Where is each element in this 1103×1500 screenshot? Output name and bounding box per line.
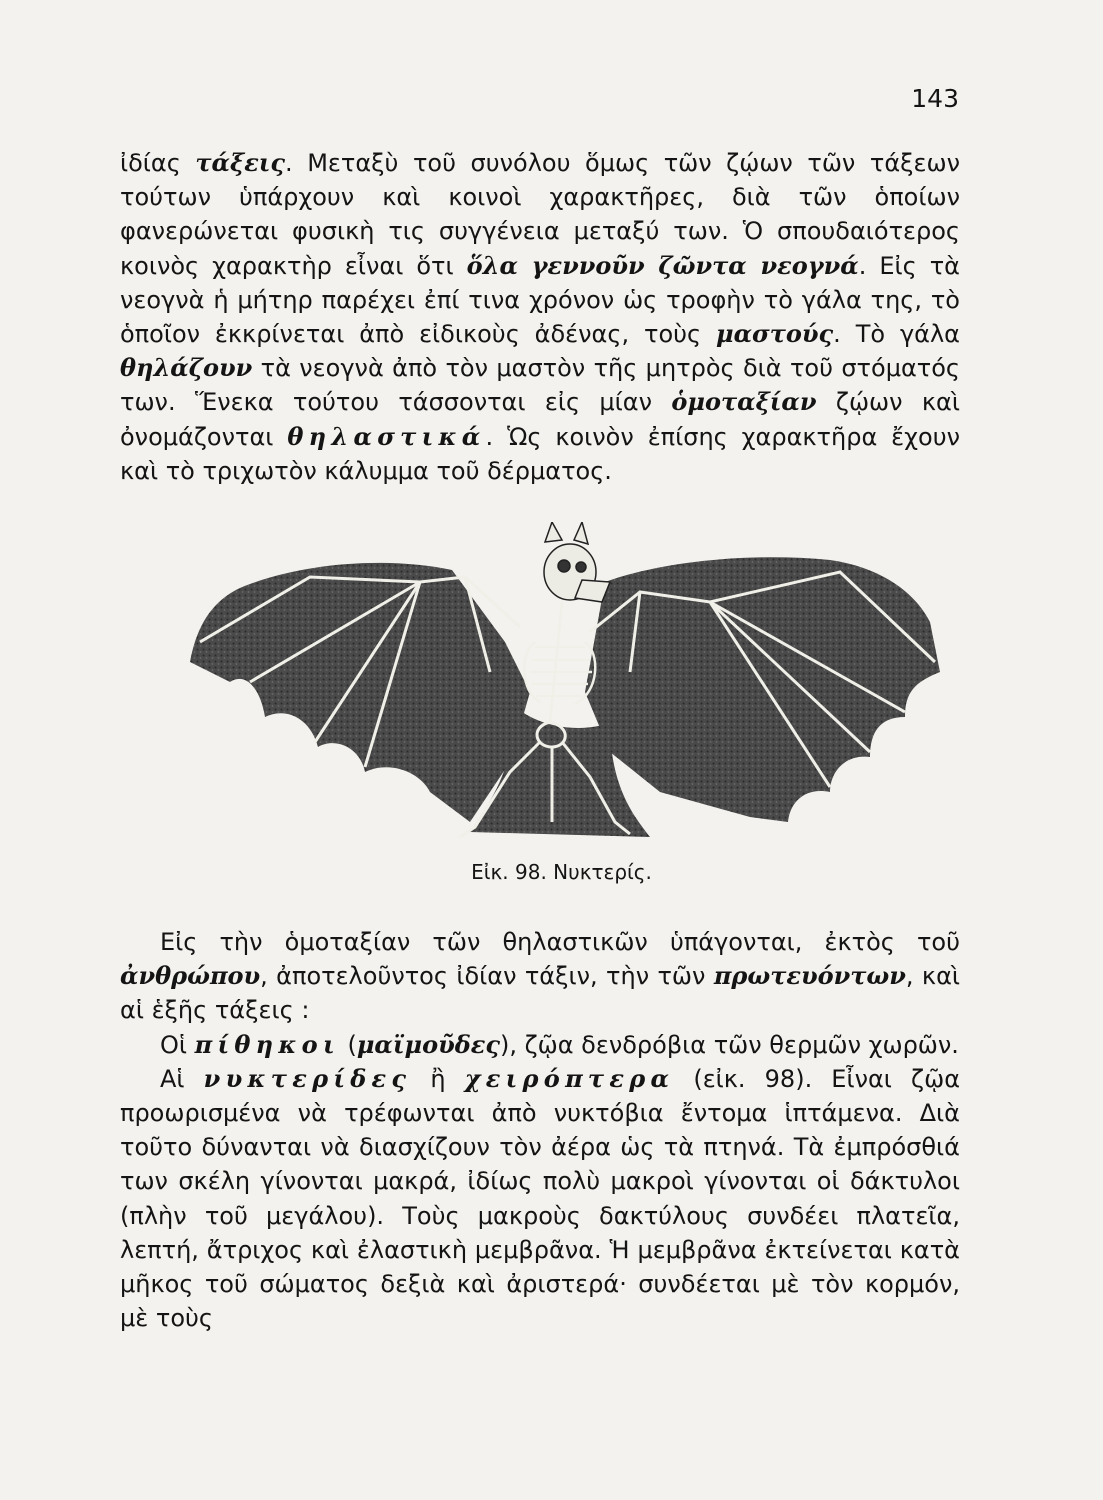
text-run: . Τὸ γάλα	[833, 320, 960, 349]
text-run: ζῴων καὶ ὀνομάζονται	[120, 388, 960, 451]
paragraph-primates	[120, 1028, 960, 1062]
emphasis-term: ὅλα γεννοῦν ζῶντα νεογνά	[466, 250, 859, 280]
text-run: ἰδίας	[120, 149, 196, 177]
emphasis-term: θηλάζουν	[120, 353, 253, 383]
text-run: Οἱ	[160, 1030, 195, 1059]
emphasis-term: ἀνθρώπου	[120, 961, 261, 991]
emphasis-term-spaced: χειρόπτερα	[464, 1063, 675, 1093]
text-run: . Ὡς κοινὸν ἐπίσης χαρακτῆρα ἔχουν καὶ τὸ τριχωτὸν κάλυμμα τοῦ δέρματος.	[120, 422, 960, 485]
text-run: , ἀποτελοῦντος ἰδίαν τάξιν, τὴν τῶν	[260, 962, 714, 991]
text-run: Αἱ	[160, 1064, 204, 1093]
text-run: (	[339, 1030, 357, 1059]
emphasis-term-spaced: πίθηκοι	[194, 1029, 340, 1059]
emphasis-term: μαστούς	[716, 319, 834, 349]
text-run: τὰ νεογνὰ ἀπὸ τὸν μαστὸν τῆς μητρὸς διὰ τοῦ στόματός των. Ἕνεκα τούτου τάσσονται εἰς μίαν	[120, 354, 960, 417]
text-run: ἢ	[411, 1064, 465, 1093]
text-run: (εἰκ. 98). Εἶναι ζῷα προωρισμένα νὰ τρέφωνται ἀπὸ νυκτόβια ἔντομα ἱπτάμενα. Διὰ τοῦτο δύνανται νὰ διασχίζουν τὸν ἀέρα ὡς τὰ πτηνά. Τὰ ἐμπρόσθιά των σκέλη γίνονται μακρά, ἰδίως πολὺ μακροὶ γίνονται οἱ δάκτυλοι (πλὴν τοῦ μεγάλου). Τοὺς μακροὺς δακτύλους συνδέει πλατεῖα, λεπτή, ἄτριχος καὶ ἐλαστικὴ μεμβρᾶνα. Ἡ μεμβρᾶνα ἐκτείνεται κατὰ μῆκος τοῦ σώματος δεξιὰ καὶ ἀριστερά· συνδέεται μὲ τὸν κορμόν, μὲ τοὺς	[120, 1064, 961, 1333]
emphasis-term: τάξεις	[195, 148, 286, 177]
orders-intro-text	[120, 925, 960, 1028]
emphasis-term: μαϊμοῦδες	[356, 1029, 500, 1059]
emphasis-term: πρωτευόντων	[713, 961, 906, 991]
emphasis-term-spaced: νυκτερίδες	[203, 1063, 412, 1093]
left-wing-membrane	[190, 563, 530, 822]
emphasis-term-spaced: θηλαστικά	[287, 421, 486, 451]
bat-skeleton-figure	[190, 522, 940, 852]
bat-skull	[544, 522, 610, 602]
text-run: ), ζῷα δενδρόβια τῶν θερμῶν χωρῶν.	[499, 1030, 959, 1059]
page-number: 143	[911, 84, 959, 113]
text-run: , καὶ αἱ ἑξῆς τάξεις :	[120, 962, 961, 1025]
bat-ribcage	[524, 602, 595, 722]
text-run: . Μεταξὺ τοῦ συνόλου ὅμως τῶν ζῴων τῶν τάξεων τούτων ὑπάρχουν καὶ κοινοὶ χαρακτῆρες, διὰ τῶν ὁποίων φανερώνεται φυσικὴ τις συγγένεια μεταξύ των. Ὁ σπουδαιότερος κοινὸς χαρακτὴρ εἶναι ὅτι	[120, 149, 960, 280]
paragraph-mammal-traits	[120, 146, 960, 488]
text-run: Εἰς τὴν ὁμοταξίαν τῶν θηλαστικῶν ὑπάγονται, ἐκτὸς τοῦ	[160, 928, 960, 956]
paragraph-orders-intro	[120, 925, 960, 1335]
paragraph-bats	[120, 1062, 960, 1336]
figure-caption: Εἰκ. 98. Νυκτερίς.	[471, 860, 652, 884]
bat-skeleton-illustration	[190, 522, 940, 852]
emphasis-term: ὁμοταξίαν	[671, 387, 817, 417]
text-run: . Εἰς τὰ νεογνὰ ἡ μήτηρ παρέχει ἐπί τινα χρόνον ὡς τροφὴν τὸ γάλα της, τὸ ὁποῖον ἐκκρίνεται ἀπὸ εἰδικοὺς ἀδένας, τοὺς	[120, 251, 960, 349]
